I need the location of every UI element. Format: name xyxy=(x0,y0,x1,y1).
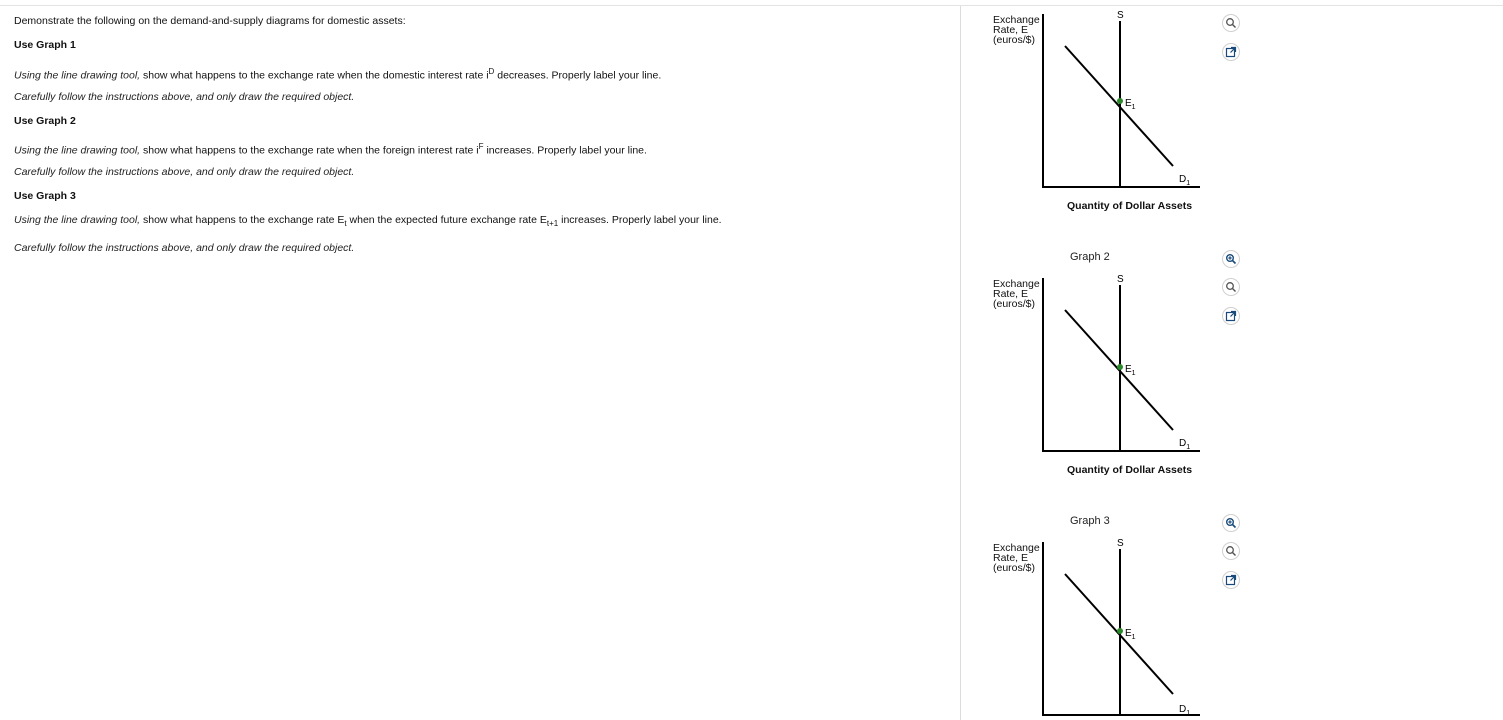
zoom-in-icon[interactable] xyxy=(1222,514,1240,532)
intro-text: Demonstrate the following on the demand-and-supply diagrams for domestic assets: xyxy=(14,15,406,27)
graph-2-x-axis-label: Quantity of Dollar Assets xyxy=(1067,464,1193,476)
graph-1-supply-label: S xyxy=(1117,10,1124,21)
graph-2-eq-label: $E_1$ xyxy=(1125,364,1136,377)
graph-2-equilibrium-point xyxy=(1117,364,1123,370)
section-2-heading: Use Graph 2 xyxy=(14,115,76,127)
popout-icon[interactable] xyxy=(1222,43,1240,61)
graph-3-supply-label: S xyxy=(1117,538,1124,549)
graph-2-supply-label: S xyxy=(1117,274,1124,285)
section-1-note: Carefully follow the instructions above, and only draw the required object. xyxy=(14,91,355,103)
graph-1-x-axis-label: Quantity of Dollar Assets xyxy=(1067,200,1193,212)
graph-1-equilibrium-point xyxy=(1117,98,1123,104)
zoom-out-icon[interactable] xyxy=(1222,14,1240,32)
top-divider xyxy=(0,5,1503,6)
graph-2[interactable] xyxy=(990,251,1210,501)
graph-3-title: Graph 3 xyxy=(1070,515,1110,527)
graph-2-title: Graph 2 xyxy=(1070,251,1110,263)
graph-1-demand-label: $D_1$ xyxy=(1179,174,1191,187)
zoom-out-icon[interactable] xyxy=(1222,278,1240,296)
graph-1-plot[interactable] xyxy=(990,4,1210,204)
zoom-out-icon[interactable] xyxy=(1222,542,1240,560)
zoom-in-icon[interactable] xyxy=(1222,250,1240,268)
popout-icon[interactable] xyxy=(1222,571,1240,589)
section-2-task: Using the line drawing tool, show what happens to the exchange rate when the foreign interest rate $i^F$ increases. Properly label your line. xyxy=(14,142,647,157)
graph-3[interactable] xyxy=(990,515,1210,720)
panel-divider xyxy=(960,6,961,720)
section-3-task: Using the line drawing tool, show what happens to the exchange rate $E_t$ when the expected future exchange rate $E_{t+1}$ increases. Properly label your line. xyxy=(14,214,722,229)
section-1-heading: Use Graph 1 xyxy=(14,39,76,51)
graph-3-demand-label: $D_1$ xyxy=(1179,704,1191,717)
graph-3-y-axis-label: Exchange Rate, E (euros/$) xyxy=(993,542,1040,574)
section-3-heading: Use Graph 3 xyxy=(14,190,76,202)
graph-3-equilibrium-point xyxy=(1117,628,1123,634)
section-2-note: Carefully follow the instructions above, and only draw the required object. xyxy=(14,166,355,178)
graph-1[interactable] xyxy=(990,4,1210,254)
section-3-note: Carefully follow the instructions above, and only draw the required object. xyxy=(14,242,355,254)
graph-2-demand-label: $D_1$ xyxy=(1179,438,1191,451)
graph-1-eq-label: $E_1$ xyxy=(1125,98,1136,111)
graph-2-plot[interactable] xyxy=(990,268,1210,468)
graph-3-plot[interactable] xyxy=(990,532,1210,720)
graph-2-y-axis-label: Exchange Rate, E (euros/$) xyxy=(993,278,1040,310)
graph-1-y-axis-label: Exchange Rate, E (euros/$) xyxy=(993,14,1040,46)
popout-icon[interactable] xyxy=(1222,307,1240,325)
section-1-task: Using the line drawing tool, show what happens to the exchange rate when the domestic interest rate $i^D$ decreases. Properly label your line. xyxy=(14,67,662,82)
graph-3-eq-label: $E_1$ xyxy=(1125,628,1136,641)
